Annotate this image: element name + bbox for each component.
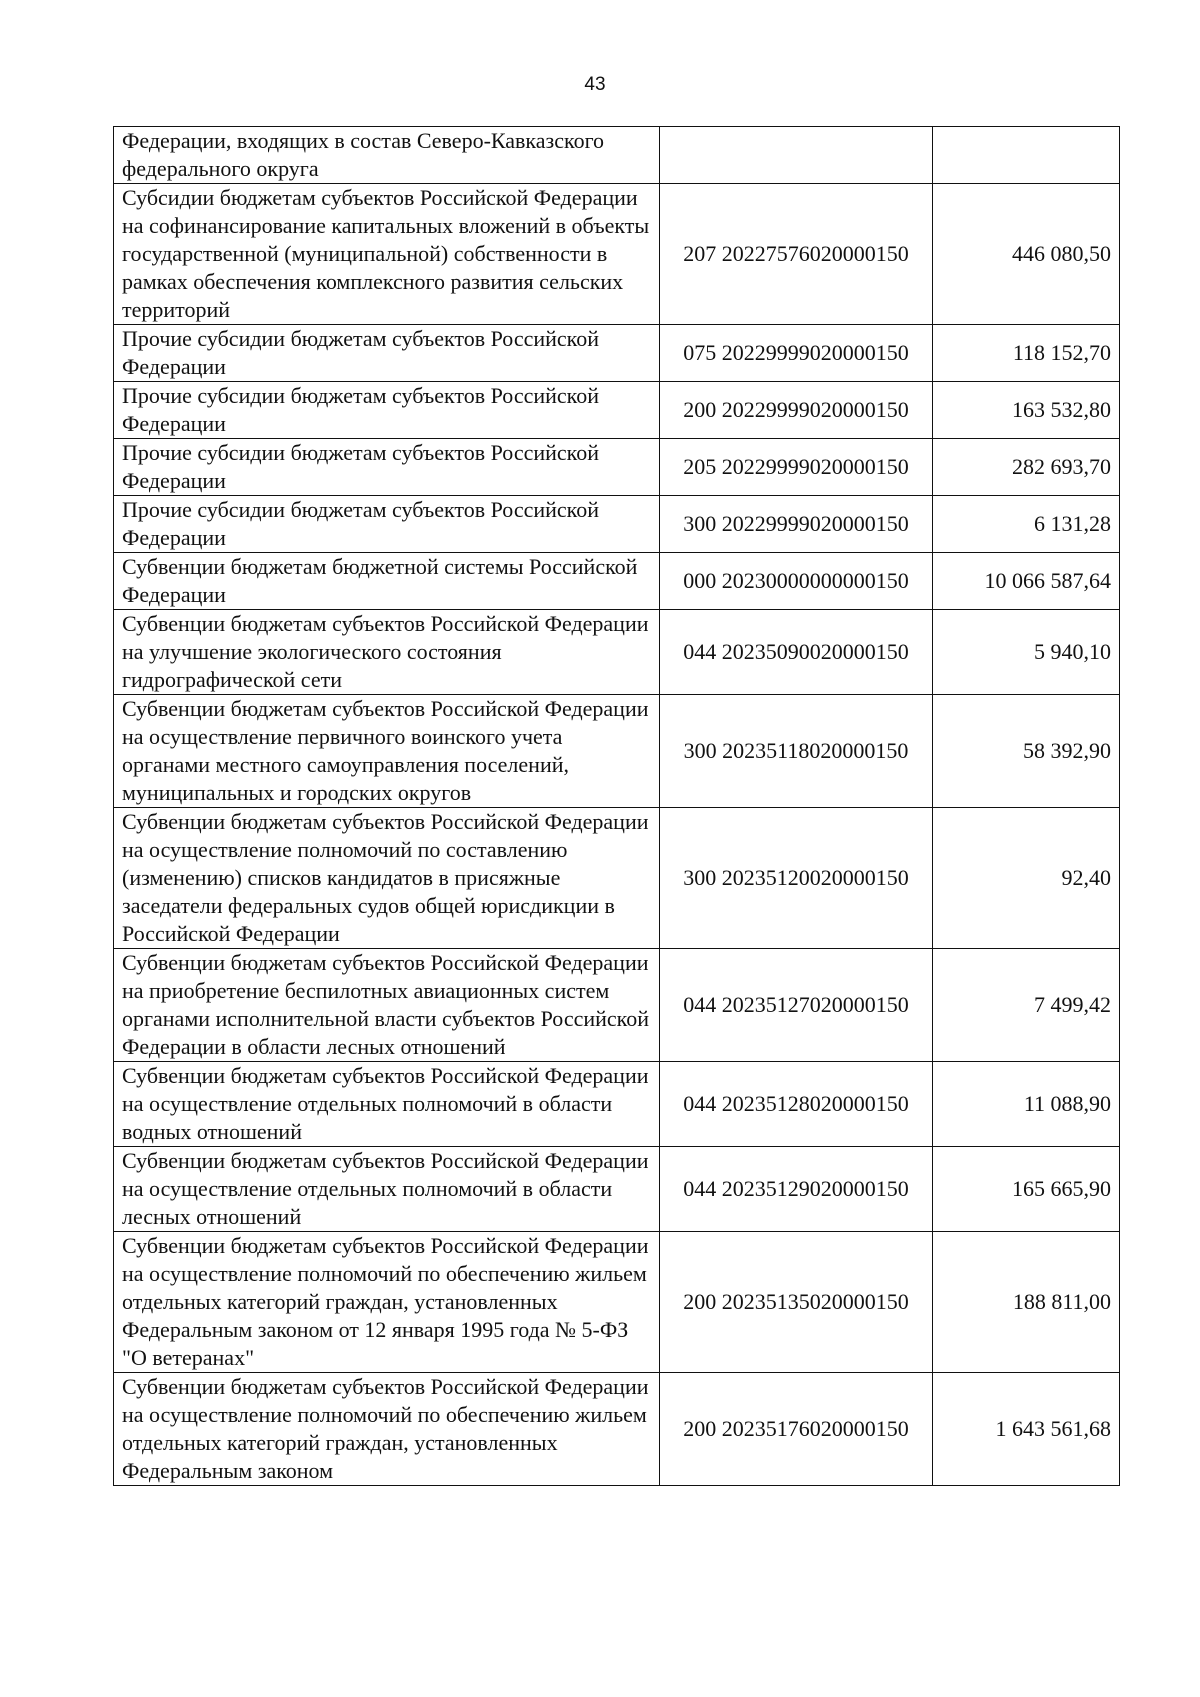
- row-code: 200 20235135020000150: [660, 1232, 933, 1373]
- row-code: 207 20227576020000150: [660, 184, 933, 325]
- row-amount: 92,40: [933, 808, 1120, 949]
- row-description: Прочие субсидии бюджетам субъектов Российской Федерации: [114, 496, 660, 553]
- row-amount: 7 499,42: [933, 949, 1120, 1062]
- row-description: Прочие субсидии бюджетам субъектов Российской Федерации: [114, 382, 660, 439]
- row-amount: 11 088,90: [933, 1062, 1120, 1147]
- row-code: 200 20229999020000150: [660, 382, 933, 439]
- row-amount: [933, 127, 1120, 184]
- table-row: [114, 808, 1120, 949]
- row-description: Субвенции бюджетам субъектов Российской Федерации на осуществление полномочий по обеспечению жильем отдельных категорий граждан, установленных Федеральным законом: [114, 1373, 660, 1486]
- row-description: Субвенции бюджетам субъектов Российской Федерации на осуществление первичного воинского учета органами местного самоуправления поселений, муниципальных и городских округов: [114, 695, 660, 808]
- row-code: 200 20235176020000150: [660, 1373, 933, 1486]
- budget-table: [113, 126, 1120, 1486]
- row-description: Субсидии бюджетам субъектов Российской Федерации на софинансирование капитальных вложений в объекты государственной (муниципальной) собственности в рамках обеспечения комплексного развития сельских территорий: [114, 184, 660, 325]
- row-code: 044 20235129020000150: [660, 1147, 933, 1232]
- row-amount: 446 080,50: [933, 184, 1120, 325]
- row-code: 044 20235090020000150: [660, 610, 933, 695]
- row-amount: 282 693,70: [933, 439, 1120, 496]
- table-row: [114, 1232, 1120, 1373]
- row-amount: 10 066 587,64: [933, 553, 1120, 610]
- table-row: [114, 1147, 1120, 1232]
- row-amount: 58 392,90: [933, 695, 1120, 808]
- row-description: Субвенции бюджетам бюджетной системы Российской Федерации: [114, 553, 660, 610]
- row-code: 000 20230000000000150: [660, 553, 933, 610]
- row-description: Федерации, входящих в состав Северо-Кавказского федерального округа: [114, 127, 660, 184]
- row-code: [660, 127, 933, 184]
- row-code: 300 20235120020000150: [660, 808, 933, 949]
- table-row: [114, 610, 1120, 695]
- row-description: Субвенции бюджетам субъектов Российской Федерации на осуществление отдельных полномочий в области лесных отношений: [114, 1147, 660, 1232]
- row-amount: 6 131,28: [933, 496, 1120, 553]
- row-description: Субвенции бюджетам субъектов Российской Федерации на приобретение беспилотных авиационных систем органами исполнительной власти субъектов Российской Федерации в области лесных отношений: [114, 949, 660, 1062]
- table-row: [114, 325, 1120, 382]
- table-row: [114, 1373, 1120, 1486]
- row-description: Субвенции бюджетам субъектов Российской Федерации на осуществление полномочий по обеспечению жильем отдельных категорий граждан, установленных Федеральным законом от 12 января 1995 года № 5-ФЗ "О ветеранах": [114, 1232, 660, 1373]
- table-row: [114, 949, 1120, 1062]
- row-amount: 118 152,70: [933, 325, 1120, 382]
- row-code: 300 20235118020000150: [660, 695, 933, 808]
- row-description: Прочие субсидии бюджетам субъектов Российской Федерации: [114, 439, 660, 496]
- row-code: 300 20229999020000150: [660, 496, 933, 553]
- table-row: [114, 127, 1120, 184]
- row-code: 205 20229999020000150: [660, 439, 933, 496]
- table-row: [114, 382, 1120, 439]
- table-row: [114, 439, 1120, 496]
- row-code: 044 20235128020000150: [660, 1062, 933, 1147]
- row-amount: 5 940,10: [933, 610, 1120, 695]
- row-description: Субвенции бюджетам субъектов Российской Федерации на улучшение экологического состояния гидрографической сети: [114, 610, 660, 695]
- table-row: [114, 1062, 1120, 1147]
- row-code: 075 20229999020000150: [660, 325, 933, 382]
- row-amount: 188 811,00: [933, 1232, 1120, 1373]
- row-code: 044 20235127020000150: [660, 949, 933, 1062]
- page-number: 43: [584, 74, 606, 95]
- table-row: [114, 553, 1120, 610]
- table-row: [114, 695, 1120, 808]
- table-row: [114, 496, 1120, 553]
- row-amount: 165 665,90: [933, 1147, 1120, 1232]
- table-row: [114, 184, 1120, 325]
- row-description: Субвенции бюджетам субъектов Российской Федерации на осуществление отдельных полномочий в области водных отношений: [114, 1062, 660, 1147]
- row-amount: 1 643 561,68: [933, 1373, 1120, 1486]
- row-description: Прочие субсидии бюджетам субъектов Российской Федерации: [114, 325, 660, 382]
- row-description: Субвенции бюджетам субъектов Российской Федерации на осуществление полномочий по составлению (изменению) списков кандидатов в присяжные заседатели федеральных судов общей юрисдикции в Российской Федерации: [114, 808, 660, 949]
- row-amount: 163 532,80: [933, 382, 1120, 439]
